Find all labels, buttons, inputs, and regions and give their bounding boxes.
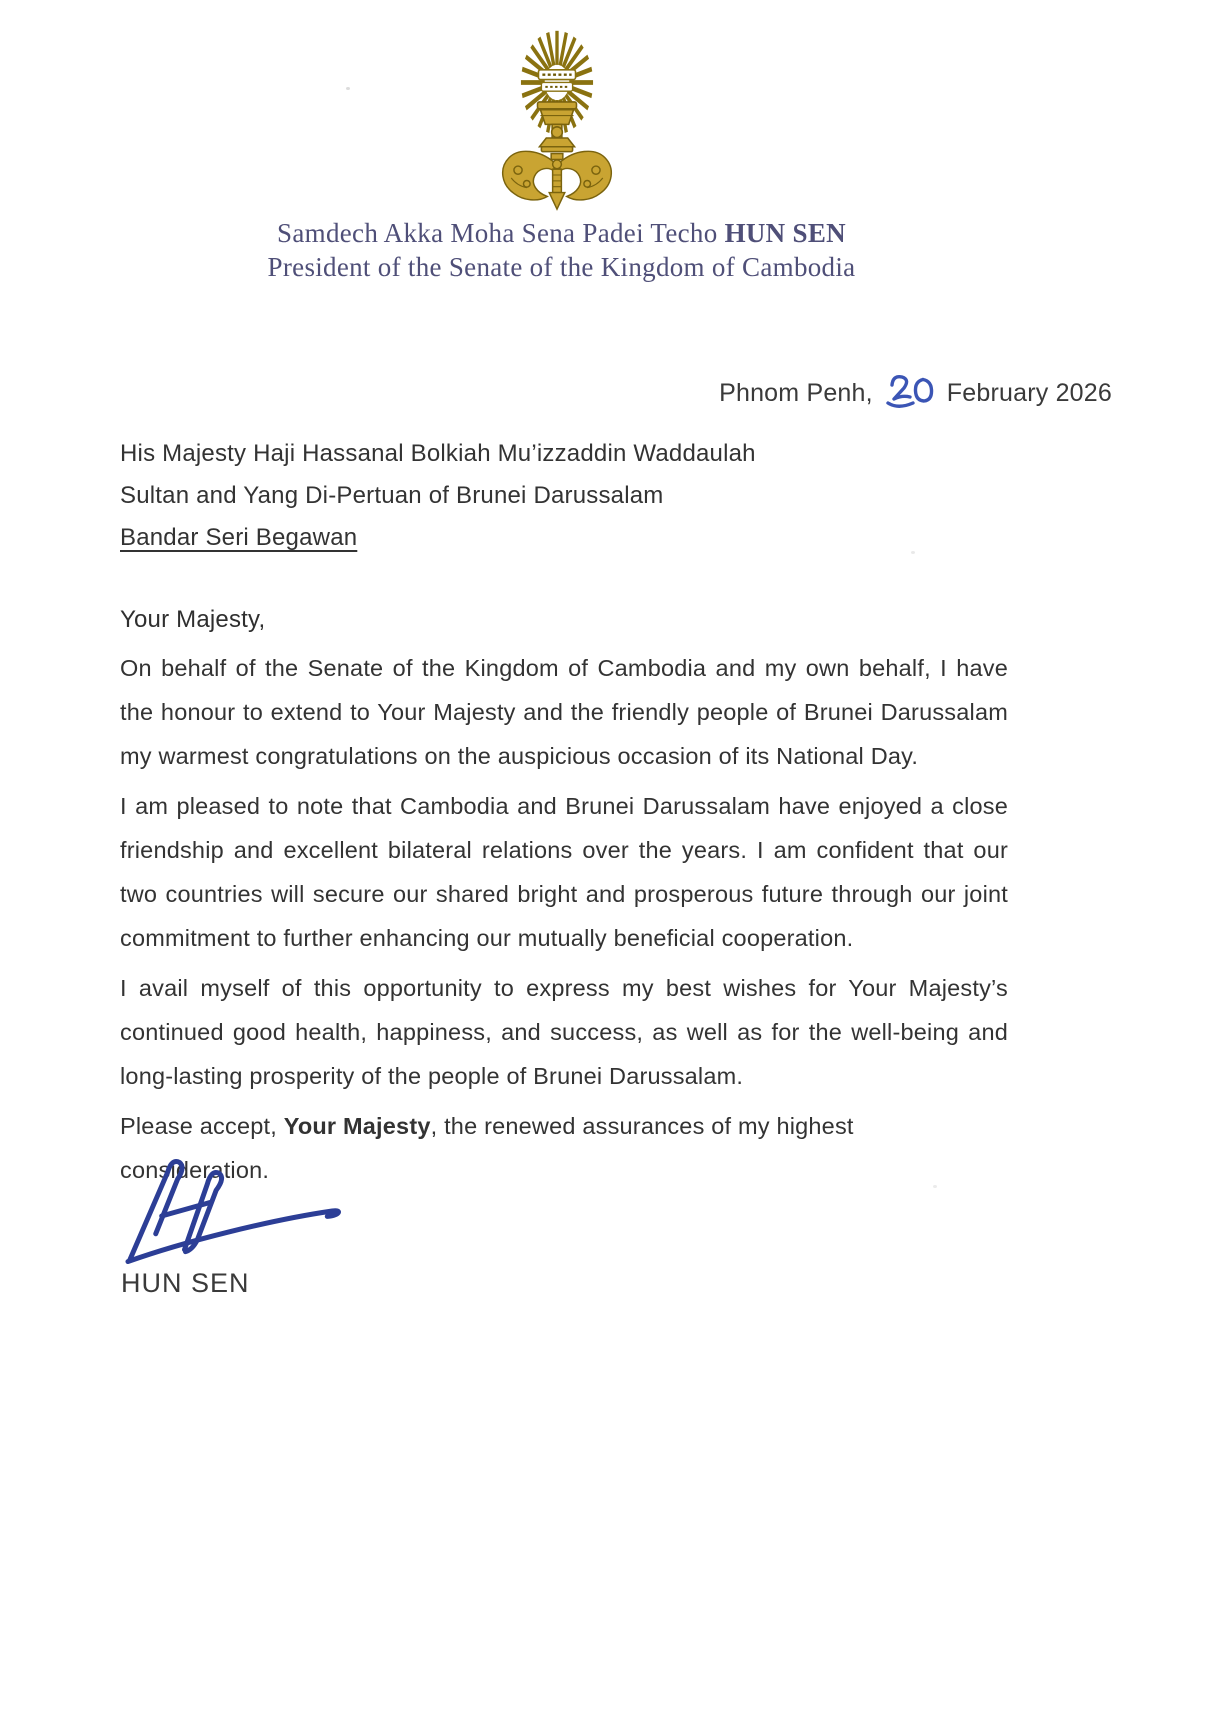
recipient-title: Sultan and Yang Di-Pertuan of Brunei Darussalam bbox=[120, 482, 664, 509]
scan-speck bbox=[346, 87, 350, 90]
dateline bbox=[719, 372, 1112, 414]
closing-emphasis: Your Majesty bbox=[283, 1113, 431, 1139]
royal-emblem-icon bbox=[492, 24, 622, 214]
signer-name: HUN SEN bbox=[121, 1268, 250, 1298]
recipient-city: Bandar Seri Begawan bbox=[120, 524, 358, 551]
closing-prefix: Please accept, bbox=[120, 1113, 284, 1139]
paragraph-3: I avail myself of this opportunity to express my best wishes for Your Majesty’s continued good health, happiness, and success, as well as for the well-being and long-lasting prosperity of the people of Brunei Darussalam. bbox=[120, 975, 1008, 1089]
dateline-rest: February 2026 bbox=[946, 378, 1112, 407]
closing-suffix: , the renewed assurances of my highest consideration. bbox=[120, 1113, 854, 1183]
emblem-chalice bbox=[538, 102, 577, 152]
recipient-block bbox=[120, 433, 756, 559]
handwritten-day bbox=[873, 372, 947, 414]
letterhead-title bbox=[0, 216, 1175, 250]
letterhead bbox=[0, 216, 1175, 284]
scan-speck bbox=[911, 551, 915, 554]
signature-handwriting bbox=[122, 1152, 360, 1270]
emblem-wings bbox=[503, 151, 612, 209]
letterhead-title-prefix: Samdech Akka Moha Sena Padei Techo bbox=[277, 218, 725, 248]
salutation: Your Majesty, bbox=[120, 606, 266, 633]
letter-body bbox=[120, 646, 1008, 1198]
paragraph-2: I am pleased to note that Cambodia and Brunei Darussalam have enjoyed a close friendship and excellent bilateral relations over the years. I am confident that our two countries will secure our shared bright and prosperous future through our joint commitment to further enhancing our mutually beneficial cooperation. bbox=[120, 793, 1008, 951]
letterhead-title-name: HUN SEN bbox=[724, 218, 846, 248]
dateline-place: Phnom Penh, bbox=[719, 378, 873, 407]
paragraph-1: On behalf of the Senate of the Kingdom of Cambodia and my own behalf, I have the honour to extend to Your Majesty and the friendly people of Brunei Darussalam my warmest congratulations on the auspicious occasion of its National Day. bbox=[120, 655, 1008, 769]
letterhead-subtitle: President of the Senate of the Kingdom of Cambodia bbox=[267, 252, 856, 282]
scan-speck bbox=[933, 1185, 937, 1188]
recipient-name: His Majesty Haji Hassanal Bolkiah Mu’izzaddin Waddaulah bbox=[120, 440, 756, 467]
handwritten-day-ink-icon bbox=[885, 372, 937, 412]
